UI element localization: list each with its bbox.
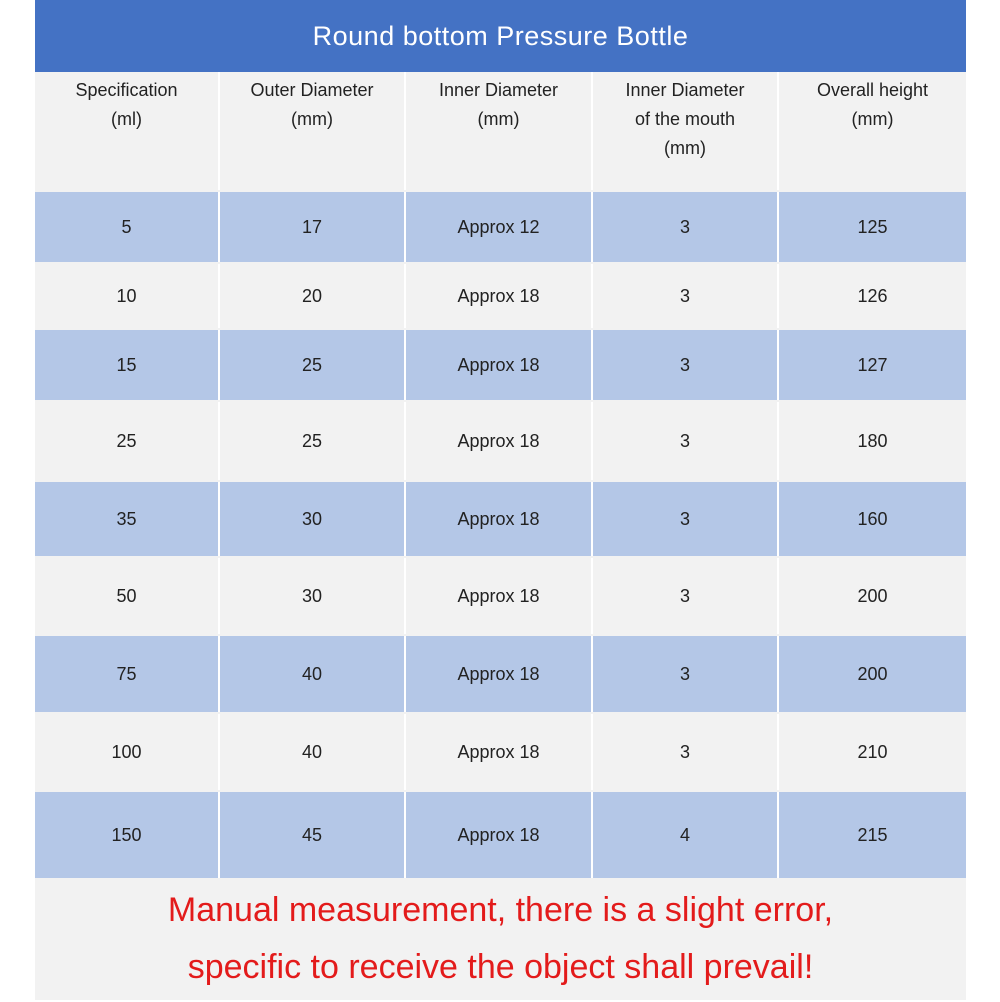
cell-mouth-diameter: 3 (593, 402, 779, 480)
cell-specification: 35 (35, 482, 220, 556)
cell-specification: 150 (35, 792, 220, 878)
note-line-1: Manual measurement, there is a slight error, (167, 891, 834, 929)
table-row (35, 558, 966, 634)
cell-inner-diameter: Approx 18 (406, 558, 593, 634)
cell-outer-diameter: 45 (220, 792, 406, 878)
header-specification: Specification (ml) (35, 72, 220, 190)
cell-mouth-diameter: 3 (593, 714, 779, 790)
note-line-2: specific to receive the object shall prevail! (187, 948, 814, 986)
cell-overall-height: 127 (857, 354, 888, 375)
cell-outer-diameter: 40 (220, 636, 406, 712)
cell-outer-diameter: 30 (220, 558, 406, 634)
table-row (35, 792, 966, 878)
cell-overall-height: 215 (857, 824, 888, 845)
cell-inner-diameter: Approx 18 (406, 636, 593, 712)
cell-overall-height: 126 (857, 285, 888, 306)
cell-mouth-diameter: 3 (593, 482, 779, 556)
header-row (35, 72, 966, 190)
cell-overall-height: 180 (857, 430, 888, 451)
table-row (35, 402, 966, 480)
cell-inner-diameter: Approx 18 (406, 792, 593, 878)
cell-inner-diameter: Approx 18 (406, 402, 593, 480)
cell-inner-diameter: Approx 12 (406, 192, 593, 262)
cell-overall-height: 200 (857, 663, 888, 684)
cell-specification: 25 (35, 402, 220, 480)
cell-mouth-diameter: 4 (593, 792, 779, 878)
cell-mouth-diameter: 3 (593, 636, 779, 712)
header-overall-height: Overall height (mm) (816, 80, 929, 129)
cell-inner-diameter: Approx 18 (406, 330, 593, 400)
measurement-note (35, 880, 966, 1002)
cell-outer-diameter: 25 (220, 402, 406, 480)
table-row (35, 192, 966, 262)
table-row (35, 482, 966, 556)
cell-specification: 50 (35, 558, 220, 634)
table-row (35, 264, 966, 328)
cell-overall-height: 125 (857, 216, 888, 237)
cell-outer-diameter: 30 (220, 482, 406, 556)
table-row (35, 330, 966, 400)
cell-specification: 15 (35, 330, 220, 400)
cell-inner-diameter: Approx 18 (406, 714, 593, 790)
cell-overall-height: 210 (857, 741, 888, 762)
cell-mouth-diameter: 3 (593, 330, 779, 400)
cell-inner-diameter: Approx 18 (406, 482, 593, 556)
header-mouth-inner-diameter: Inner Diameter of the mouth (mm) (593, 72, 779, 190)
cell-specification: 75 (35, 636, 220, 712)
cell-mouth-diameter: 3 (593, 192, 779, 262)
spec-table (35, 0, 966, 1000)
cell-outer-diameter: 40 (220, 714, 406, 790)
table-row (35, 714, 966, 790)
cell-mouth-diameter: 3 (593, 264, 779, 328)
cell-specification: 5 (35, 192, 220, 262)
header-inner-diameter: Inner Diameter (mm) (406, 72, 593, 190)
cell-overall-height: 200 (857, 585, 888, 606)
cell-specification: 10 (35, 264, 220, 328)
cell-outer-diameter: 25 (220, 330, 406, 400)
cell-specification: 100 (35, 714, 220, 790)
cell-outer-diameter: 17 (220, 192, 406, 262)
cell-mouth-diameter: 3 (593, 558, 779, 634)
table-title: Round bottom Pressure Bottle (35, 0, 966, 72)
header-outer-diameter: Outer Diameter (mm) (220, 72, 406, 190)
cell-overall-height: 160 (857, 508, 888, 529)
table-row (35, 636, 966, 712)
cell-outer-diameter: 20 (220, 264, 406, 328)
cell-inner-diameter: Approx 18 (406, 264, 593, 328)
